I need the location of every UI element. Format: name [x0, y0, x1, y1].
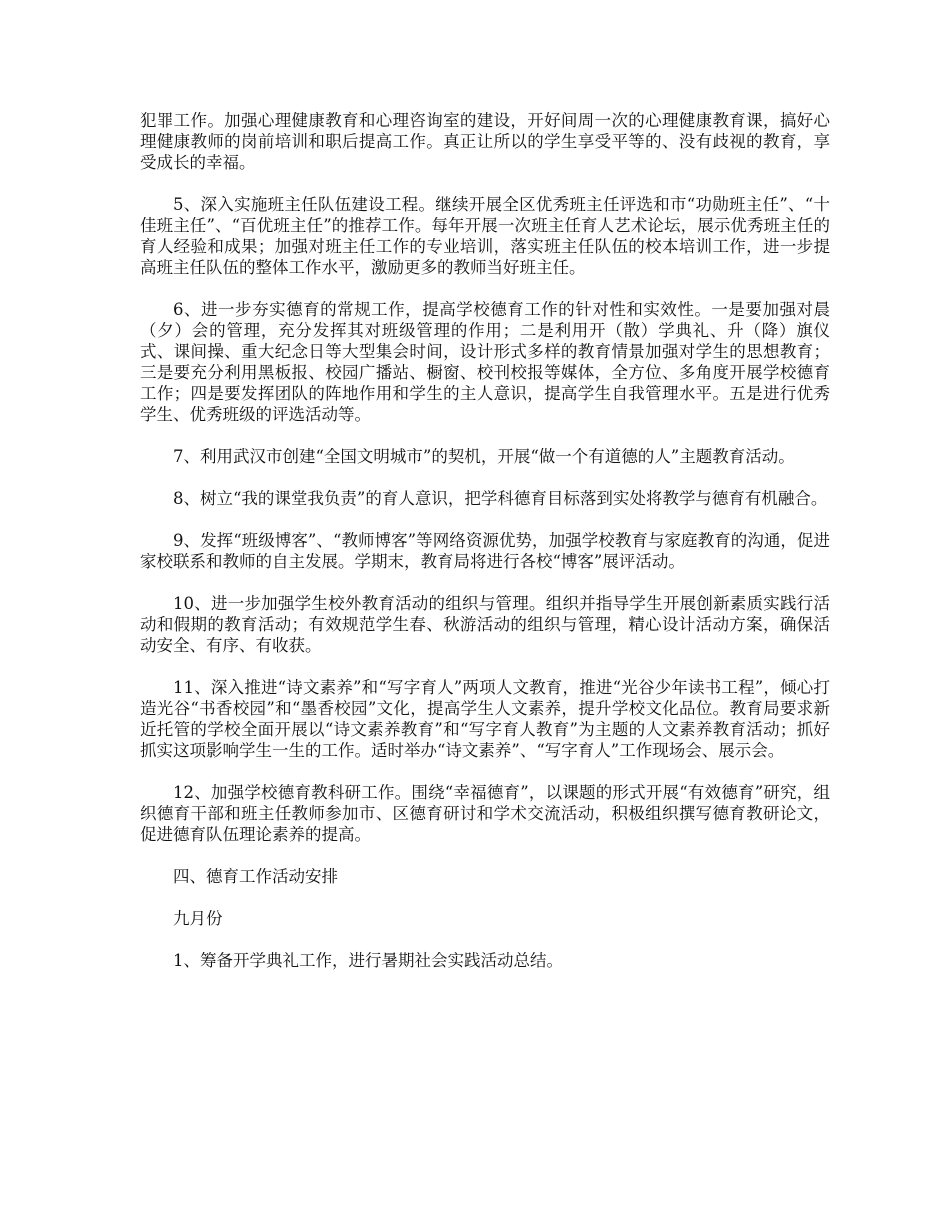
document-page	[140, 110, 830, 992]
paragraph-item-9: 9、发挥“班级博客”、“教师博客”等网络资源优势，加强学校教育与家庭教育的沟通，促进家校联系和教师的自主发展。学期末，教育局将进行各校“博客”展评活动。	[140, 531, 830, 571]
paragraph-item-8: 8、树立“我的课堂我负责”的育人意识，把学科德育目标落到实处将教学与德育有机融合。	[173, 489, 828, 508]
paragraph-item-5: 5、深入实施班主任队伍建设工程。继续开展全区优秀班主任评选和市“功勋班主任”、“十佳班主任”、“百优班主任”的推荐工作。每年开展一次班主任育人艺术论坛，展示优秀班主任的育人经验和成果；加强对班主任工作的专业培训，落实班主任队伍的校本培训工作，进一步提高班主任队伍的整体工作水平，激励更多的教师当好班主任。	[140, 195, 830, 277]
paragraph-continuation: 犯罪工作。加强心理健康教育和心理咨询室的建设，开好间周一次的心理健康教育课，搞好心理健康教师的岗前培训和职后提高工作。真正让所以的学生享受平等的、没有歧视的教育，享受成长的幸福。	[140, 111, 830, 172]
paragraph-item-7: 7、利用武汉市创建“全国文明城市”的契机，开展“做一个有道德的人”主题教育活动。	[173, 447, 795, 466]
paragraph-item-6: 6、进一步夯实德育的常规工作，提高学校德育工作的针对性和实效性。一是要加强对晨（夕）会的管理，充分发挥其对班级管理的作用；二是利用开（散）学典礼、升（降）旗仪式、课间操、重大纪念日等大型集会时间，设计形式多样的教育情景加强对学生的思想教育；三是要充分利用黑板报、校园广播站、橱窗、校刊校报等媒体，全方位、多角度开展学校德育工作；四是要发挥团队的阵地作用和学生的主人意识，提高学生自我管理水平。五是进行优秀学生、优秀班级的评选活动等。	[140, 300, 830, 424]
month-heading: 九月份	[173, 909, 223, 928]
paragraph-item-11: 11、深入推进“诗文素养”和“写字育人”两项人文教育，推进“光谷少年读书工程”，倾心打造光谷“书香校园”和“墨香校园”文化，提高学生人文素养，提升学校文化品位。教育局要求新近托管的学校全面开展以“诗文素养教育”和“写字育人教育”为主题的人文素养教育活动；抓好抓实这项影响学生一生的工作。适时举办“诗文素养”、“写字育人”工作现场会、展示会。	[140, 678, 830, 760]
paragraph-item-12: 12、加强学校德育教科研工作。围绕“幸福德育”，以课题的形式开展“有效德育”研究，组织德育干部和班主任教师参加市、区德育研讨和学术交流活动，积极组织撰写德育教研论文，促进德育队伍理论素养的提高。	[140, 783, 830, 844]
paragraph-september-item-1: 1、筹备开学典礼工作，进行暑期社会实践活动总结。	[173, 951, 563, 970]
paragraph-item-10: 10、进一步加强学生校外教育活动的组织与管理。组织并指导学生开展创新素质实践行活动和假期的教育活动；有效规范学生春、秋游活动的组织与管理，精心设计活动方案，确保活动安全、有序、有收获。	[140, 594, 830, 655]
section-heading: 四、德育工作活动安排	[173, 867, 338, 886]
